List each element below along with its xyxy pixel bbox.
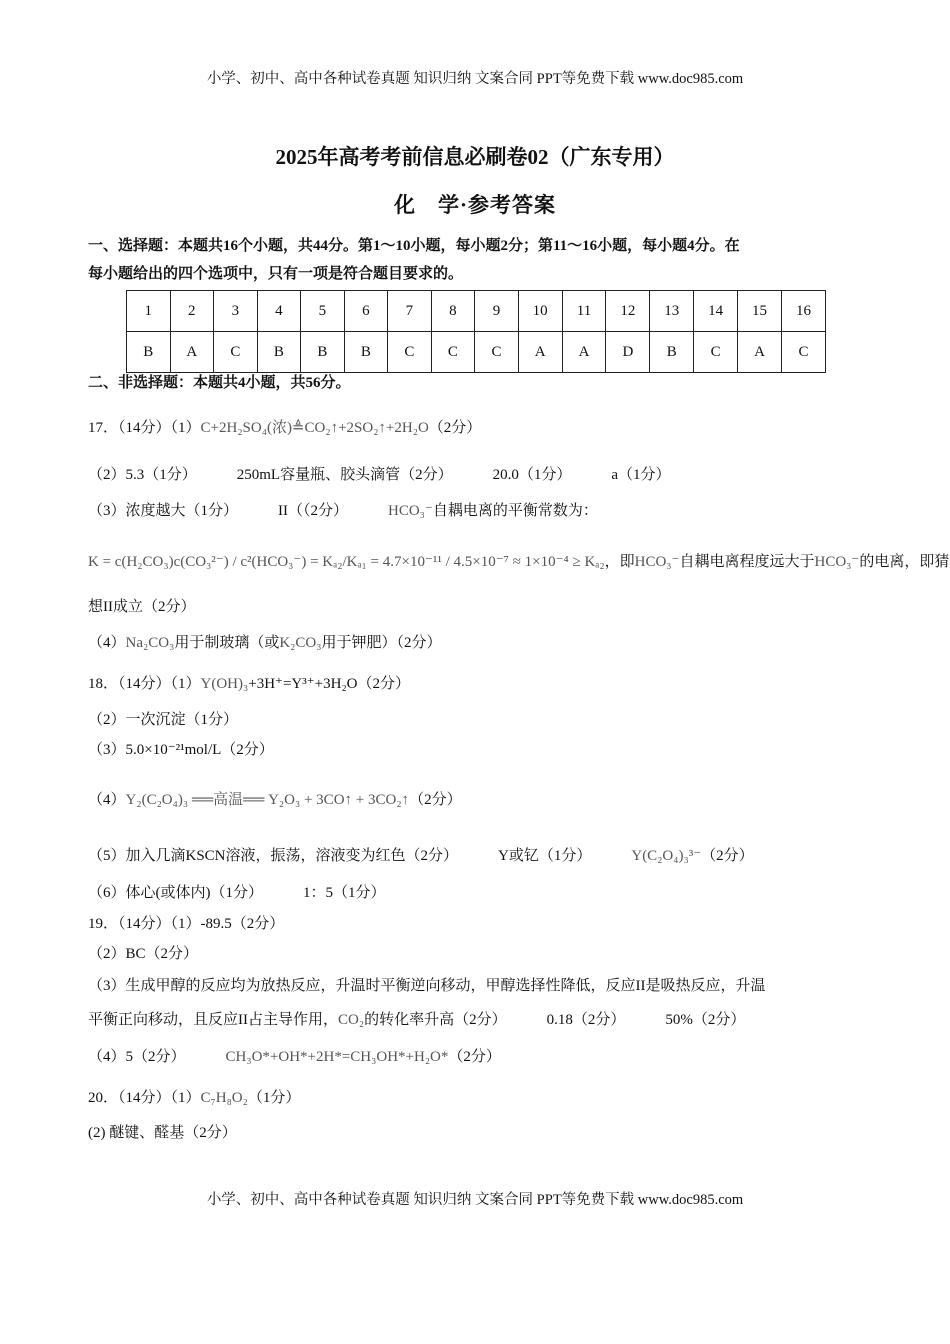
text: （4） [88,792,126,808]
question-number-cell: 12 [606,291,650,332]
answer-cell: A [170,332,214,373]
question-number-cell: 4 [257,291,301,332]
reaction-equation: CH₃O*+OH*+2H*=CH₃OH*+H₂O* [225,1049,449,1065]
score: （2分） [701,848,754,864]
q17-label: 17．（14分）（1） [88,420,201,436]
answer-cell: B [257,332,301,373]
question-number-cell: 3 [214,291,258,332]
page-header: 小学、初中、高中各种试卷真题 知识归纳 文案合同 PPT等免费下载 www.doc985.com [206,71,744,87]
answer-table [126,290,826,373]
q19-part4 [88,1047,501,1067]
question-number-cell: 16 [782,291,826,332]
answer: a（1分） [611,467,671,483]
text: 0.18（2分） [546,1012,626,1028]
q17-part1 [88,418,481,438]
q19-part3-cont [88,1010,745,1030]
score: （1分） [247,1090,301,1106]
answer-cell: C [214,332,258,373]
question-number-cell: 5 [301,291,345,332]
answer-cell: A [738,332,782,373]
answer-cell: B [127,332,171,373]
text: 的转化率升高（2分） [364,1012,507,1028]
q19-part3: （3）生成甲醇的反应均为放热反应，升温时平衡逆向移动，甲醇选择性降低，反应II是吸热反应，升温 [88,978,766,994]
q17-part4 [88,633,441,653]
formula: HCO₃⁻ [814,554,860,570]
text: ，即 [604,554,635,570]
answer-row [127,332,826,373]
question-number-row [127,291,826,332]
reaction-equation: Y₂(C₂O₄)₃ ══高温══ Y₂O₃ + 3CO↑ + 3CO₂↑ [125,792,410,808]
question-number-cell: 15 [738,291,782,332]
answer: II（（2分） [278,503,349,519]
formula: CO₂ [338,1012,365,1028]
q20-part1 [88,1088,300,1108]
page-subtitle: 化 学·参考答案 [393,193,556,217]
answer-cell: B [650,332,694,373]
answer-cell: C [388,332,432,373]
question-number-cell: 8 [431,291,475,332]
q20-label: 20．（14分）（1） [88,1090,201,1106]
section1-instructions-cont: 每小题给出的四个选项中，只有一项是符合题目要求的。 [88,266,464,282]
q17-part3 [88,501,598,521]
page-title: 2025年高考考前信息必刷卷02（广东专用） [275,145,675,169]
q18-part3: （3）5.0×10⁻²¹mol/L（2分） [88,742,274,758]
question-number-cell: 7 [388,291,432,332]
text: Y或钇（1分） [498,848,592,864]
section2-instructions: 二、非选择题：本题共4小题，共56分。 [88,375,351,391]
q18-label: 18．（14分）（1） [88,676,201,692]
formula: Na₂CO₃ [125,635,175,651]
answer-cell: B [301,332,345,373]
answer-cell: B [344,332,388,373]
answer-cell: C [782,332,826,373]
text: （4）5（2分） [88,1049,186,1065]
answer-cell: C [475,332,519,373]
formula: HCO₃⁻ [388,503,433,519]
formula: HCO₃⁻ [634,554,680,570]
page-footer: 小学、初中、高中各种试卷真题 知识归纳 文案合同 PPT等免费下载 www.doc985.com [206,1192,744,1208]
q17-part3-cont: 想II成立（2分） [88,599,196,615]
answer: 自耦电离的平衡常数为： [432,503,598,519]
text: 50%（2分） [665,1012,746,1028]
formula: K₂CO₃ [279,635,322,651]
score: （2分） [428,420,482,436]
answer-cell: C [431,332,475,373]
answer: 20.0（1分） [492,467,572,483]
answer: （2）5.3（1分） [88,467,197,483]
text: （6）体心(或体内)（1分） [88,885,263,901]
text: 的电离，即猜 [859,554,950,570]
q18-part2: （2）一次沉淀（1分） [88,712,239,728]
text: 自耦电离程度远大于 [679,554,815,570]
section1-instructions: 一、选择题：本题共16个小题，共44分。第1～10小题，每小题2分；第11～16小题，每小题4分。在 [88,238,740,254]
q17-equilibrium-expression [88,552,949,572]
question-number-cell: 1 [127,291,171,332]
reaction-equation: C+2H₂SO₄(浓)≜CO₂↑+2SO₂↑+2H₂O [200,420,429,436]
question-number-cell: 10 [518,291,562,332]
formula: Y(C₂O₄)₃³⁻ [631,848,702,864]
answer: （3）浓度越大（1分） [88,503,239,519]
text: （4） [88,635,126,651]
q18-part6 [88,883,386,903]
answer-cell: C [694,332,738,373]
text: （5）加入几滴KSCN溶液，振荡，溶液变为红色（2分） [88,848,459,864]
question-number-cell: 2 [170,291,214,332]
score: （2分） [448,1049,501,1065]
answer-cell: D [606,332,650,373]
score: （2分） [409,792,462,808]
formula: C₇H₈O₂ [200,1090,248,1106]
equilibrium-formula: K = c(H₂CO₃)c(CO₃²⁻) / c²(HCO₃⁻) = Kₐ₂/Kₐ₁ = 4.7×10⁻¹¹ / 4.5×10⁻⁷ ≈ 1×10⁻⁴ ≥ Kₐ₂ [88,554,605,570]
question-number-cell: 13 [650,291,694,332]
q20-part2: (2) 醚键、醛基（2分） [88,1125,237,1141]
question-number-cell: 6 [344,291,388,332]
text: 平衡正向移动，且反应II占主导作用， [88,1012,338,1028]
answer-cell: A [518,332,562,373]
text: 用于钾肥）（2分） [321,635,442,651]
answer-cell: A [562,332,606,373]
question-number-cell: 14 [694,291,738,332]
text: +3H⁺=Y³⁺+3H₂O（2分） [248,676,411,692]
q17-part2 [88,465,671,485]
q19-part2: （2）BC（2分） [88,946,199,962]
formula: Y(OH)₃ [200,676,249,692]
q18-part4 [88,790,462,810]
q18-part5 [88,846,754,866]
q19-part1: 19．（14分）（1）-89.5（2分） [88,916,285,932]
q18-part1 [88,674,410,694]
question-number-cell: 9 [475,291,519,332]
question-number-cell: 11 [562,291,606,332]
text: 1：5（1分） [303,885,386,901]
answer: 250mL容量瓶、胶头滴管（2分） [236,467,453,483]
text: 用于制玻璃（或 [174,635,280,651]
